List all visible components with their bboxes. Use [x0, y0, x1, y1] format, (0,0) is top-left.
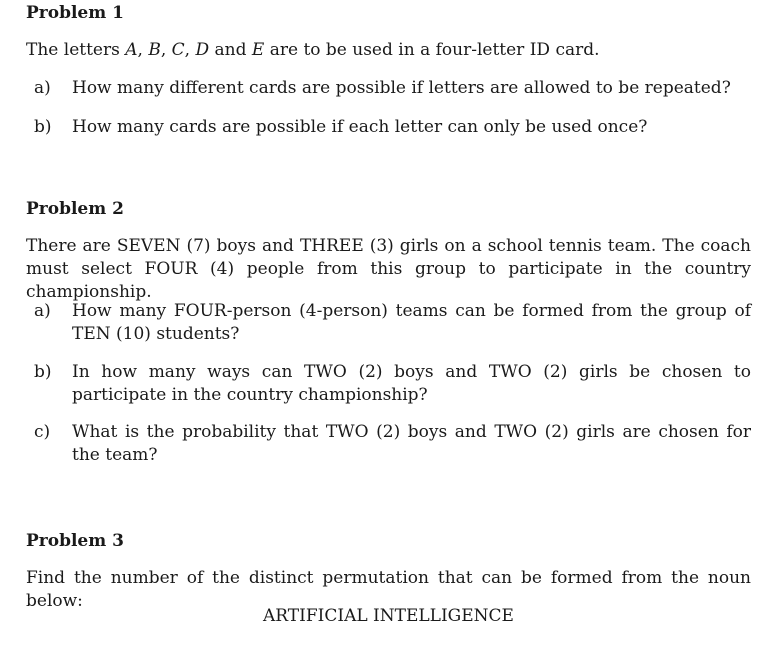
- item-label: c): [34, 422, 51, 442]
- problem-1-item-a: [34, 77, 751, 100]
- item-text: What is the probability that TWO (2) boys and TWO (2) girls are chosen for the team?: [72, 422, 751, 465]
- item-text: How many cards are possible if each letter can only be used once?: [72, 117, 648, 137]
- problem-2-item-c: [34, 421, 751, 467]
- item-text: How many FOUR-person (4-person) teams can be formed from the group of TEN (10) students?: [72, 301, 751, 344]
- problem-1-intro: The letters A, B, C, D and E are to be used in a four-letter ID card.: [26, 40, 600, 60]
- item-label: b): [34, 117, 52, 137]
- problem-3-word: ARTIFICIAL INTELLIGENCE: [263, 606, 514, 626]
- problem-2-title: Problem 2: [26, 199, 124, 219]
- problem-1-item-b: [34, 116, 751, 139]
- problem-3-title: Problem 3: [26, 531, 124, 551]
- item-text: In how many ways can TWO (2) boys and TWO (2) girls be chosen to participate in the country championship?: [72, 362, 751, 405]
- problem-2-item-a: [34, 300, 751, 346]
- problem-3-intro: Find the number of the distinct permutation that can be formed from the noun below:: [26, 568, 751, 611]
- item-label: a): [34, 301, 51, 321]
- problem-2-item-b: [34, 361, 751, 407]
- item-label: b): [34, 362, 52, 382]
- item-label: a): [34, 78, 51, 98]
- problem-2-intro: There are SEVEN (7) boys and THREE (3) girls on a school tennis team. The coach must select FOUR (4) people from this group to participate in the country championship.: [26, 236, 751, 302]
- item-text: How many different cards are possible if letters are allowed to be repeated?: [72, 78, 731, 98]
- problem-1-title: Problem 1: [26, 3, 124, 23]
